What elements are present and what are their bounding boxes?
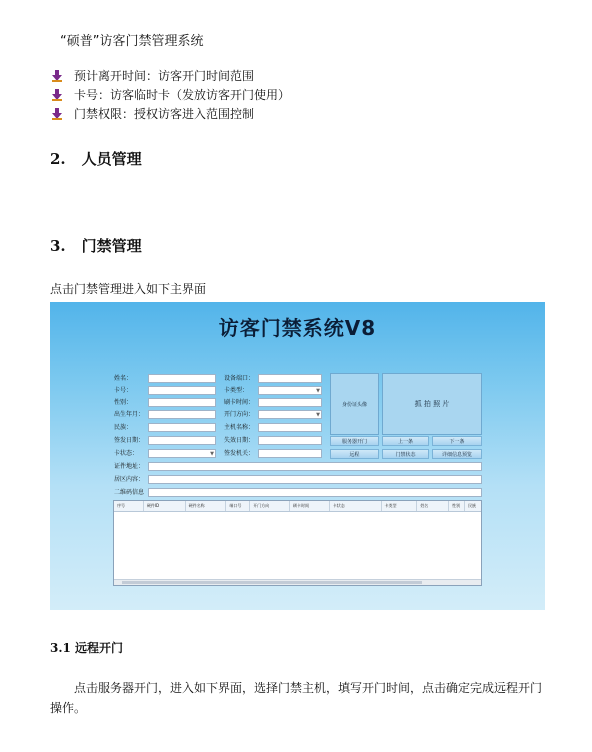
ethnic-input[interactable] [148, 423, 216, 432]
expiry-input[interactable] [258, 436, 322, 445]
column-header: 刷卡时间 [290, 501, 330, 511]
field-label-issuer: 签发机关： [224, 450, 255, 457]
field-label-qrcode: 二维码信息 [114, 489, 145, 496]
issuer-input[interactable] [258, 449, 322, 458]
swipe-time-input[interactable] [258, 398, 322, 407]
column-header: 民族 [468, 503, 477, 508]
field-label-ethnic: 民族： [114, 424, 133, 431]
section-heading-3 [50, 235, 142, 256]
previous-button[interactable]: 上一条 [382, 436, 429, 446]
id-photo-label: 身份证头像 [341, 401, 367, 408]
area-input[interactable] [148, 475, 482, 484]
column-header: 性别 [449, 501, 465, 511]
field-label-name: 姓名： [114, 375, 133, 382]
id-photo-box [330, 373, 379, 435]
section-heading-3-1: 3.1 远程开门 [50, 641, 124, 655]
field-label-card-type: 卡类型： [224, 387, 249, 394]
column-header: 卡类型 [382, 501, 418, 511]
bullet-text: 门禁权限：授权访客进入范围控制 [74, 107, 255, 121]
field-label-area: 居区内容： [114, 476, 145, 483]
field-label-birth: 出生年月： [114, 411, 145, 418]
section-heading-2 [50, 148, 142, 169]
app-screenshot [50, 302, 545, 610]
bullet-text: 预计离开时间：访客开门时间范围 [74, 69, 255, 83]
bullet-text: 卡号：访客临时卡（发放访客开门使用） [74, 88, 291, 102]
body-paragraph: 点击服务器开门，进入如下界面，选择门禁主机，填写开门时间，点击确定完成远程开门操作。 [50, 681, 543, 715]
server-open-door-button[interactable]: 服务器开门 [330, 436, 379, 446]
field-label-swipe-time: 刷卡时间： [224, 399, 255, 406]
section-title: 人员管理 [81, 150, 142, 168]
intro-paragraph: 点击门禁管理进入如下主界面 [50, 282, 207, 296]
birth-input[interactable] [148, 410, 216, 419]
column-header: 端口号 [226, 501, 250, 511]
section-number: 2. [50, 150, 66, 168]
arrow-bullet-icon [50, 88, 64, 102]
document-header: “硕普”访客门禁管理系统 [60, 34, 204, 49]
column-header: 姓名 [417, 501, 449, 511]
detail-preview-button[interactable]: 详细信息预览 [432, 449, 482, 459]
arrow-bullet-icon [50, 107, 64, 121]
issue-date-input[interactable] [148, 436, 216, 445]
card-status-select[interactable] [148, 449, 216, 458]
chevron-down-icon: ▼ [316, 412, 320, 418]
qrcode-input[interactable] [148, 488, 482, 497]
bullet-item [50, 85, 290, 104]
field-label-host-name: 主机名称： [224, 424, 255, 431]
column-header: 序号 [114, 501, 144, 511]
field-label-gender: 性别： [114, 399, 133, 406]
bullet-item [50, 104, 290, 123]
host-name-input[interactable] [258, 423, 322, 432]
field-label-card-status: 卡状态： [114, 450, 139, 457]
capture-photo-label: 抓 拍 照 片 [414, 400, 450, 408]
field-label-card: 卡号： [114, 387, 133, 394]
column-header: 卡状态 [330, 501, 382, 511]
column-header: 开门方向 [250, 501, 290, 511]
chevron-down-icon: ▼ [210, 451, 214, 457]
column-header: 硬件名称 [186, 501, 227, 511]
name-input[interactable] [148, 374, 216, 383]
field-label-door-direction: 开门方向： [224, 411, 255, 418]
table-header [114, 501, 481, 512]
records-table[interactable] [113, 500, 482, 586]
door-direction-select[interactable] [258, 410, 322, 419]
bullet-list [50, 66, 290, 123]
table-scrollbar[interactable] [114, 579, 481, 585]
door-status-button[interactable]: 门禁状态 [382, 449, 429, 459]
address-input[interactable] [148, 462, 482, 471]
card-type-select[interactable] [258, 386, 322, 395]
chevron-down-icon: ▼ [316, 388, 320, 394]
section-title: 门禁管理 [81, 237, 142, 255]
field-label-issue-date: 签发日期： [114, 437, 145, 444]
next-button[interactable]: 下一条 [432, 436, 482, 446]
field-label-expiry: 失效日期： [224, 437, 255, 444]
arrow-bullet-icon [50, 69, 64, 83]
app-title: 访客门禁系统V8 [218, 316, 377, 340]
card-input[interactable] [148, 386, 216, 395]
bullet-item [50, 66, 290, 85]
column-header: 硬件ID [144, 501, 186, 511]
device-port-input[interactable] [258, 374, 322, 383]
field-label-device-port: 设备端口： [224, 375, 255, 382]
capture-photo-box [382, 373, 482, 435]
field-label-address: 证件地址： [114, 463, 145, 470]
scrollbar-thumb[interactable] [122, 581, 422, 584]
remote-button[interactable]: 远程 [330, 449, 379, 459]
gender-input[interactable] [148, 398, 216, 407]
section-number: 3. [50, 237, 66, 255]
